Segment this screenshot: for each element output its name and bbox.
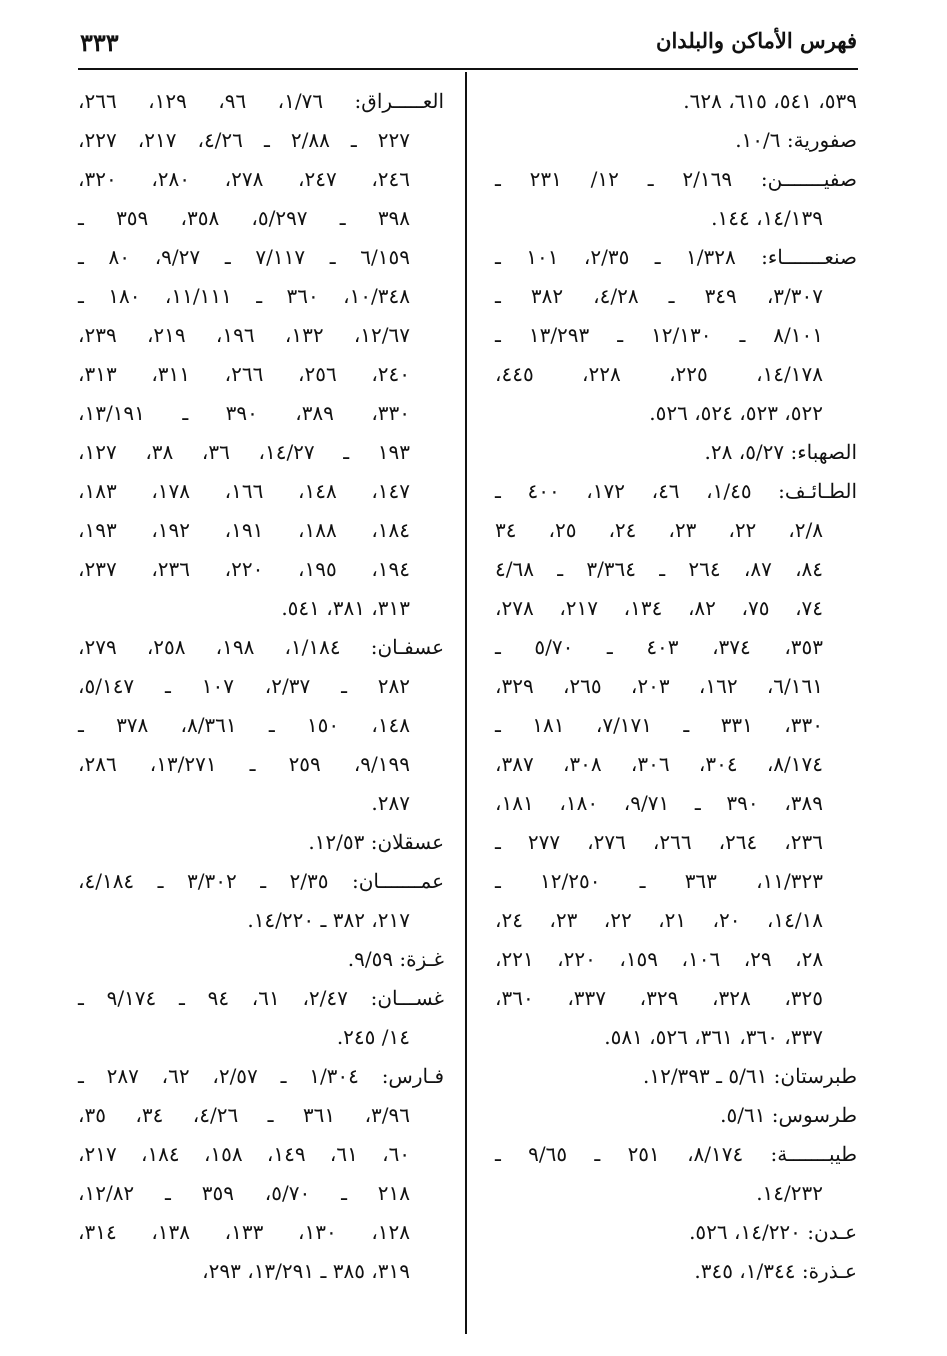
index-entry-line: ٦/١٦١، ١٦٢، ٢٠٣، ٢٦٥، ٣٢٩، [495, 674, 823, 698]
index-entry-line: ٣٥٣، ٣٧٤، ٤٠٣ ـ ٥/٧٠ ـ [495, 635, 824, 659]
index-entry-line: صفيـــــــن: ٢/١٦٩ ـ ١٢/ ٢٣١ ـ [495, 167, 857, 191]
index-entry [495, 1213, 857, 1252]
index-entry-line: ١٨٤، ١٨٨، ١٩١، ١٩٢، ١٩٣، [78, 518, 411, 542]
index-entry-line: ٥٢٢، ٥٢٣، ٥٢٤، ٥٢٦. [649, 401, 823, 425]
index-entry [78, 1057, 444, 1291]
right-column [495, 82, 857, 1291]
index-entry-line: عمـــــــان: ٢/٣٥ ـ ٣/٣٠٢ ـ ٤/١٨٤، [78, 869, 445, 893]
index-entry [495, 1096, 857, 1135]
page-number: ٣٣٣ [80, 28, 119, 57]
index-entry-line: ٣٣٠، ٣٨٩، ٣٩٠ ـ ١٣/١٩١، [78, 401, 411, 425]
index-entry [78, 979, 444, 1057]
index-entry-line: ٩/١٩٩، ٢٥٩ ـ ١٣/٢٧١، ٢٨٦، [78, 752, 410, 776]
index-entry [495, 121, 857, 160]
index-entry [495, 1057, 857, 1096]
index-entry-line: ١٤/ ٢٤٥. [336, 1025, 410, 1049]
index-entry-line: صنعـــــــاء: ١/٣٢٨ ـ ٢/٣٥، ١٠١ ـ [495, 245, 858, 269]
index-entry-line: ١٤٧، ١٤٨، ١٦٦، ١٧٨، ١٨٣، [78, 479, 411, 503]
index-entry-line: ٨٤، ٨٧، ٢٦٤ ـ ٣/٣٦٤ ـ ٤/٦٨ [495, 557, 824, 581]
index-entry-line: عـذرة: ١/٣٤٤، ٣٤٥. [694, 1259, 857, 1283]
index-entry [78, 82, 444, 628]
index-entry-line: عسقلان: ١٢/٥٣. [308, 830, 444, 854]
index-entry-line: طرسوس: ٥/٦١. [720, 1103, 857, 1127]
index-entry-line: ٢٤٦، ٢٤٧، ٢٧٨، ٢٨٠، ٣٢٠، [78, 167, 411, 191]
index-entry-line: فـارس: ١/٣٠٤ ـ ٢/٥٧، ٦٢، ٢٨٧ ـ [78, 1064, 445, 1088]
index-entry-line: ١٤٨، ١٥٠ ـ ٨/٣٦١، ٣٧٨ ـ [78, 713, 411, 737]
index-entry-line: ٢١٨ ـ ٥/٧٠، ٣٥٩ ـ ١٢/٨٢، [78, 1181, 411, 1205]
index-entry-line: ١٢٨، ١٣٠، ١٣٣، ١٣٨، ٣١٤، [78, 1220, 411, 1244]
index-entry [495, 472, 857, 1057]
index-entry-line: ٣٢٥، ٣٢٨، ٣٢٩، ٣٣٧، ٣٦٠، [495, 986, 824, 1010]
index-entry-line: ٣١٣، ٣٨١، ٥٤١. [281, 596, 410, 620]
index-entry-line: ١١/٣٢٣، ٣٦٣ ـ ١٢/٢٥٠ ـ [495, 869, 823, 893]
index-entry-line: طيبـــــــة: ٨/١٧٤، ٢٥١ ـ ٩/٦٥ ـ [495, 1142, 858, 1166]
index-entry-line: ٣٨٩، ٣٩٠ ـ ٩/٧١، ١٨٠، ١٨١، [495, 791, 824, 815]
index-entry [78, 862, 444, 940]
index-entry-line: ١٩٤، ١٩٥، ٢٢٠، ٢٣٦، ٢٣٧، [78, 557, 411, 581]
index-entry-line: غســـان: ٢/٤٧، ٦١، ٩٤ ـ ٩/١٧٤ ـ [78, 986, 444, 1010]
index-entry-line: ٢٤٠، ٢٥٦، ٢٦٦، ٣١١، ٣١٣، [78, 362, 411, 386]
index-entry [495, 1135, 857, 1213]
index-entry-line: ٣/٣٠٧، ٣٤٩ ـ ٤/٢٨، ٣٨٢ ـ [495, 284, 824, 308]
index-entry [495, 1252, 857, 1291]
index-entry-line: ٥٣٩، ٥٤١، ٦١٥، ٦٢٨. [683, 89, 857, 113]
index-entry-line: عسفـان: ١/١٨٤، ١٩٨، ٢٥٨، ٢٧٩، [78, 635, 445, 659]
index-entry-line: الصهباء: ٥/٢٧، ٢٨. [704, 440, 857, 464]
index-entry-line: ٣/٩٦، ٣٦١ ـ ٤/٢٦، ٣٤، ٣٥، [78, 1103, 411, 1127]
index-entry-line: الطـائـف: ١/٤٥، ٤٦، ١٧٢، ٤٠٠ ـ [495, 479, 858, 503]
index-entry-line: ٢٣٦، ٢٦٤، ٢٦٦، ٢٧٦، ٢٧٧ ـ [495, 830, 823, 854]
index-entry-line: العـــــراق: ١/٧٦، ٩٦، ١٢٩، ٢٦٦، [78, 89, 444, 113]
index-entry [78, 628, 444, 823]
index-entry-line: ٣٣٠، ٣٣١ ـ ٧/١٧١، ١٨١ ـ [495, 713, 823, 737]
index-entry-line: ٢١٧، ٣٨٢ ـ ١٤/٢٢٠. [247, 908, 410, 932]
index-entry-line: ٦٠، ٦١، ١٤٩، ١٥٨، ١٨٤، ٢١٧، [78, 1142, 411, 1166]
index-entry [495, 82, 857, 121]
running-header-title: فهرس الأماكن والبلدان [656, 28, 857, 53]
index-entry-line: ٢٨، ٢٩، ١٠٦، ١٥٩، ٢٢٠، ٢٢١، [495, 947, 824, 971]
index-entry-line: غـزة: ٩/٥٩. [347, 947, 444, 971]
index-entry-line: ٢٢٧ ـ ٢/٨٨ ـ ٤/٢٦، ٢١٧، ٢٢٧، [78, 128, 411, 152]
index-entry-line: ١٤/١٣٩، ١٤٤. [711, 206, 823, 230]
index-entry [78, 823, 444, 862]
index-entry-line: ١٠/٣٤٨، ٣٦٠ ـ ١١/١١١، ١٨٠ ـ [78, 284, 411, 308]
index-entry-line: ٨/١٠١ ـ ١٢/١٣٠ ـ ١٣/٢٩٣ ـ [495, 323, 824, 347]
index-entry-line: ٢/٨، ٢٢، ٢٣، ٢٤، ٢٥، ٣٤ [495, 518, 823, 542]
index-entry-line: ١٢/٦٧، ١٣٢، ١٩٦، ٢١٩، ٢٣٩، [78, 323, 410, 347]
index-entry [78, 940, 444, 979]
index-entry-line: ١٤/١٧٨، ٢٢٥، ٢٢٨، ٤٤٥، [495, 362, 824, 386]
left-column [78, 82, 444, 1291]
index-entry [495, 433, 857, 472]
index-entry-line: ٣٣٧، ٣٦٠، ٣٦١، ٥٢٦، ٥٨١. [604, 1025, 823, 1049]
index-entry-line: عـدن: ١٤/٢٢٠، ٥٢٦. [689, 1220, 857, 1244]
index-entry [495, 160, 857, 238]
index-entry-line: ٣١٩، ٣٨٥ ـ ١٣/٢٩١، ٢٩٣، [202, 1259, 410, 1283]
index-entry-line: ٢٨٢ ـ ٢/٣٧، ١٠٧ ـ ٥/١٤٧، [78, 674, 411, 698]
index-entry-line: طبرستان: ٥/٦١ ـ ١٢/٣٩٣. [642, 1064, 857, 1088]
index-entry-line: ٣٩٨ ـ ٥/٢٩٧، ٣٥٨، ٣٥٩ ـ [78, 206, 411, 230]
index-entry-line: ٦/١٥٩ ـ ٧/١١٧ ـ ٩/٢٧، ٨٠ ـ [78, 245, 411, 269]
header-rule [78, 68, 858, 70]
index-entry-line: ١٤/٢٣٢. [756, 1181, 823, 1205]
index-entry [495, 238, 857, 433]
column-divider [465, 72, 467, 1334]
index-entry-line: ٨/١٧٤، ٣٠٤، ٣٠٦، ٣٠٨، ٣٨٧، [495, 752, 823, 776]
index-entry-line: ٢٨٧. [371, 791, 410, 815]
index-entry-line: صفورية: ١٠/٦. [735, 128, 857, 152]
index-entry-line: ٧٤، ٧٥، ٨٢، ١٣٤، ٢١٧، ٢٧٨، [495, 596, 824, 620]
index-entry-line: ١٤/١٨، ٢٠، ٢١، ٢٢، ٢٣، ٢٤، [495, 908, 824, 932]
index-entry-line: ١٩٣ ـ ١٤/٢٧، ٣٦، ٣٨، ١٢٧، [78, 440, 411, 464]
